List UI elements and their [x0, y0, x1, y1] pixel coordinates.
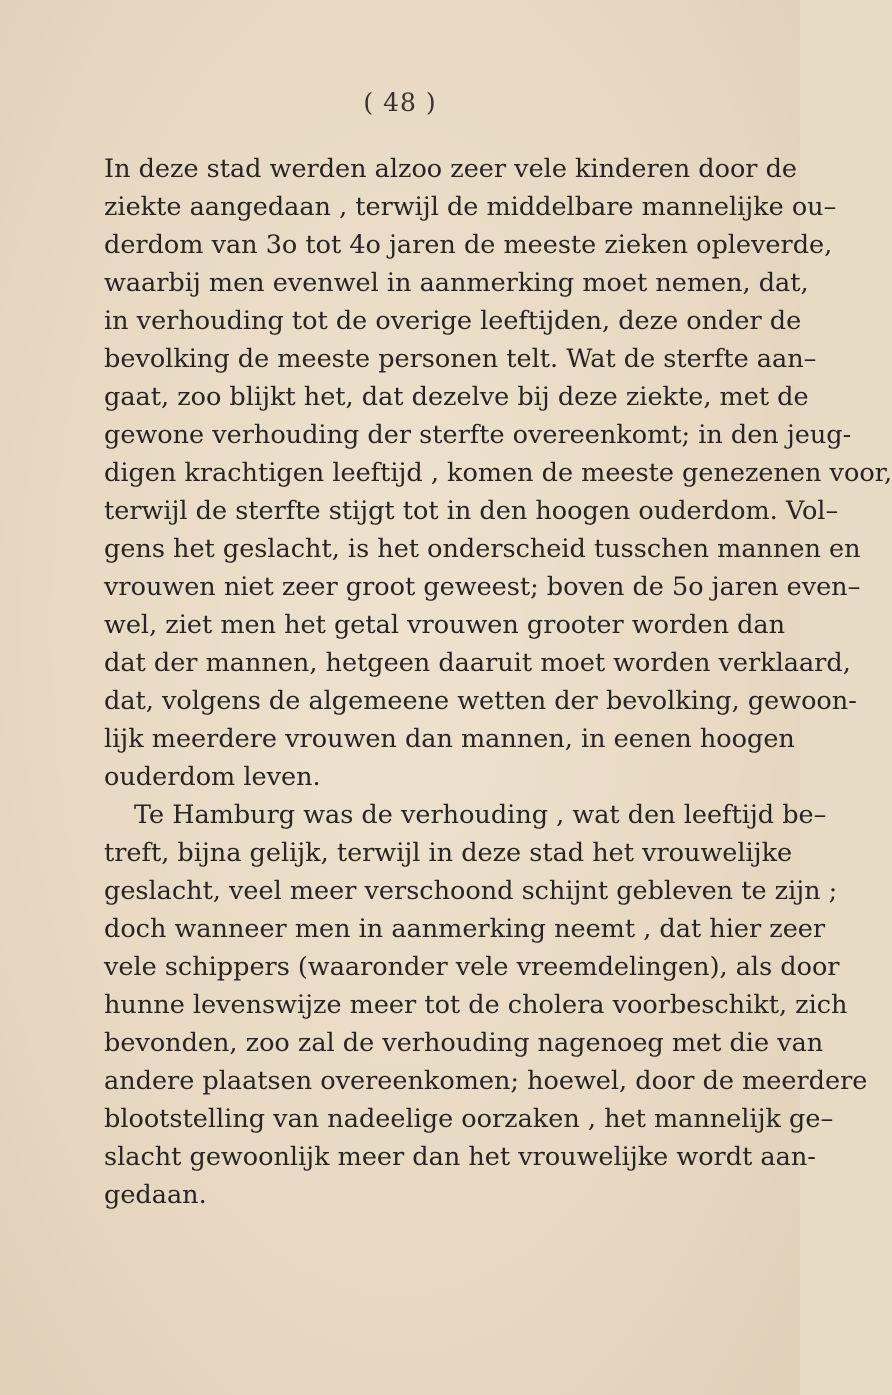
text-line: hunne levenswijze meer tot de cholera voorbeschikt, zich	[104, 990, 848, 1020]
text-line: slacht gewoonlijk meer dan het vrouwelijke wordt aan-	[104, 1142, 816, 1172]
text-line: vele schippers (waaronder vele vreemdelingen), als door	[104, 952, 840, 982]
text-line: bevonden, zoo zal de verhouding nagenoeg met die van	[104, 1028, 824, 1058]
text-line: blootstelling van nadeelige oorzaken , het mannelijk ge–	[104, 1104, 834, 1134]
paragraph-end-line: gedaan.	[104, 1180, 207, 1210]
text-line: derdom van 3o tot 4o jaren de meeste zieken opleverde,	[104, 230, 833, 260]
text-line: lijk meerdere vrouwen dan mannen, in eenen hoogen	[104, 724, 795, 754]
text-line: gewone verhouding der sterfte overeenkomt; in den jeug-	[104, 420, 852, 450]
text-line: treft, bijna gelijk, terwijl in deze stad het vrouwelijke	[104, 838, 793, 868]
text-line: waarbij men evenwel in aanmerking moet nemen, dat,	[104, 268, 809, 298]
paragraph-start-line: Te Hamburg was de verhouding , wat den leeftijd be–	[134, 800, 827, 830]
page-number: ( 48 )	[363, 88, 437, 117]
text-line: ziekte aangedaan , terwijl de middelbare mannelijke ou–	[104, 192, 837, 222]
paragraph-end-line: ouderdom leven.	[104, 762, 321, 792]
text-line: digen krachtigen leeftijd , komen de meeste genezenen voor,	[104, 458, 892, 488]
text-line: gaat, zoo blijkt het, dat dezelve bij deze ziekte, met de	[104, 382, 809, 412]
text-line: gens het geslacht, is het onderscheid tusschen mannen en	[104, 534, 861, 564]
text-line: In deze stad werden alzoo zeer vele kinderen door de	[104, 154, 798, 184]
text-line: terwijl de sterfte stijgt tot in den hoogen ouderdom. Vol–	[104, 496, 839, 526]
text-line: geslacht, veel meer verschoond schijnt gebleven te zijn ;	[104, 876, 838, 906]
text-line: wel, ziet men het getal vrouwen grooter worden dan	[104, 610, 786, 640]
text-line: dat der mannen, hetgeen daaruit moet worden verklaard,	[104, 648, 851, 678]
body-text	[104, 150, 892, 1214]
text-line: andere plaatsen overeenkomen; hoewel, door de meerdere	[104, 1066, 868, 1096]
text-line: bevolking de meeste personen telt. Wat de sterfte aan–	[104, 344, 817, 374]
text-line: dat, volgens de algemeene wetten der bevolking, gewoon-	[104, 686, 857, 716]
text-line: vrouwen niet zeer groot geweest; boven de 5o jaren even–	[104, 572, 861, 602]
text-line: in verhouding tot de overige leeftijden, deze onder de	[104, 306, 802, 336]
text-line: doch wanneer men in aanmerking neemt , dat hier zeer	[104, 914, 826, 944]
